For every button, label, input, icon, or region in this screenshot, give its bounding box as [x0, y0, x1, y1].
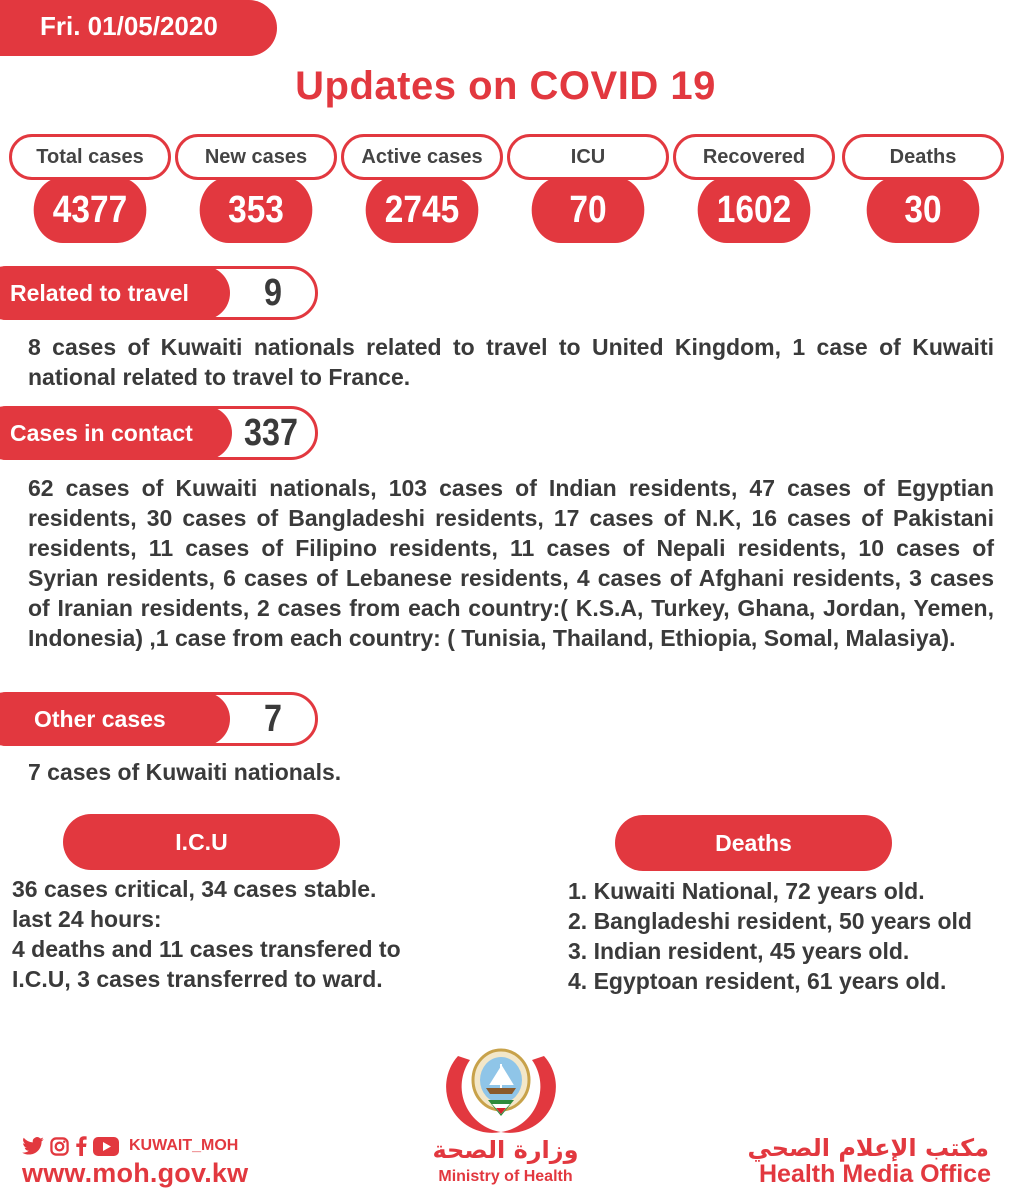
travel-count: 9: [264, 272, 282, 314]
stat-active-cases: [341, 134, 503, 244]
stat-label: Total cases: [9, 134, 171, 180]
death-line: 3. Indian resident, 45 years old.: [568, 938, 910, 964]
office-name-english: Health Media Office: [759, 1160, 991, 1188]
deaths-details: [568, 876, 972, 996]
stat-label: Deaths: [842, 134, 1004, 180]
other-description: 7 cases of Kuwaiti nationals.: [28, 759, 342, 785]
death-line: 1. Kuwaiti National, 72 years old.: [568, 878, 925, 904]
ministry-name-english: Ministry of Health: [438, 1168, 573, 1185]
contact-description: 62 cases of Kuwaiti nationals, 103 cases of Indian residents, 47 cases of Egyptian residents, 30 cases of Bangladeshi residents, 17 cases of N.K, 16 cases of Pakistani residents, 11 cases of Filipino residents, 11 cases of Nepali residents, 10 cases of Syrian residents, 6 cases of Lebanese residents, 4 cases of Afghani residents, 3 cases of Iranian residents, 2 cases from each country:( K.S.A, Turkey, Ghana, Jordan, Yemen, Indonesia) ,1 case from each country: ( Tunisia, Thailand, Ethiopia, Somal, Malasiya).: [28, 475, 994, 651]
icu-line: last 24 hours:: [12, 906, 162, 932]
date-badge: Fri. 01/05/2020: [0, 0, 277, 56]
stat-value: 2745: [366, 177, 479, 243]
death-line: 4. Egyptoan resident, 61 years old.: [568, 968, 947, 994]
deaths-heading: Deaths: [615, 815, 892, 871]
travel-label: Related to travel: [0, 266, 230, 320]
stat-label: Recovered: [673, 134, 835, 180]
other-label: Other cases: [0, 692, 230, 746]
stat-recovered: [673, 134, 835, 244]
stat-value: 353: [200, 177, 313, 243]
death-line: 2. Bangladeshi resident, 50 years old: [568, 908, 972, 934]
office-name-arabic: مكتب الإعلام الصحي: [747, 1134, 989, 1162]
stat-value: 30: [867, 177, 980, 243]
icu-line: 36 cases critical, 34 cases stable.: [12, 876, 377, 902]
ministry-name-arabic: وزارة الصحة: [432, 1136, 579, 1164]
ministry-crest-icon: [446, 1036, 556, 1136]
stat-icu: [507, 134, 669, 244]
icu-details: [12, 874, 401, 994]
icu-line: 4 deaths and 11 cases transfered to: [12, 936, 401, 962]
stat-value: 1602: [698, 177, 811, 243]
icu-heading: I.C.U: [63, 814, 340, 870]
website-link[interactable]: www.moh.gov.kw: [22, 1158, 249, 1188]
stat-label: Active cases: [341, 134, 503, 180]
travel-section-badge: [0, 266, 318, 320]
icu-line: I.C.U, 3 cases transferred to ward.: [12, 966, 383, 992]
stat-new-cases: [175, 134, 337, 244]
contact-count: 337: [244, 412, 298, 454]
other-section-badge: [0, 692, 318, 746]
other-count: 7: [264, 698, 282, 740]
stat-value: 70: [532, 177, 645, 243]
travel-description: 8 cases of Kuwaiti nationals related to travel to United Kingdom, 1 case of Kuwaiti national related to travel to France.: [28, 334, 994, 390]
page-title: Updates on COVID 19: [295, 64, 716, 108]
contact-section-badge: [0, 406, 318, 460]
stat-label: ICU: [507, 134, 669, 180]
contact-label: Cases in contact: [0, 406, 232, 460]
stat-label: New cases: [175, 134, 337, 180]
stat-deaths: [842, 134, 1004, 244]
stat-value: 4377: [34, 177, 147, 243]
stat-total-cases: [9, 134, 171, 244]
social-handle[interactable]: KUWAIT_MOH: [129, 1137, 239, 1154]
